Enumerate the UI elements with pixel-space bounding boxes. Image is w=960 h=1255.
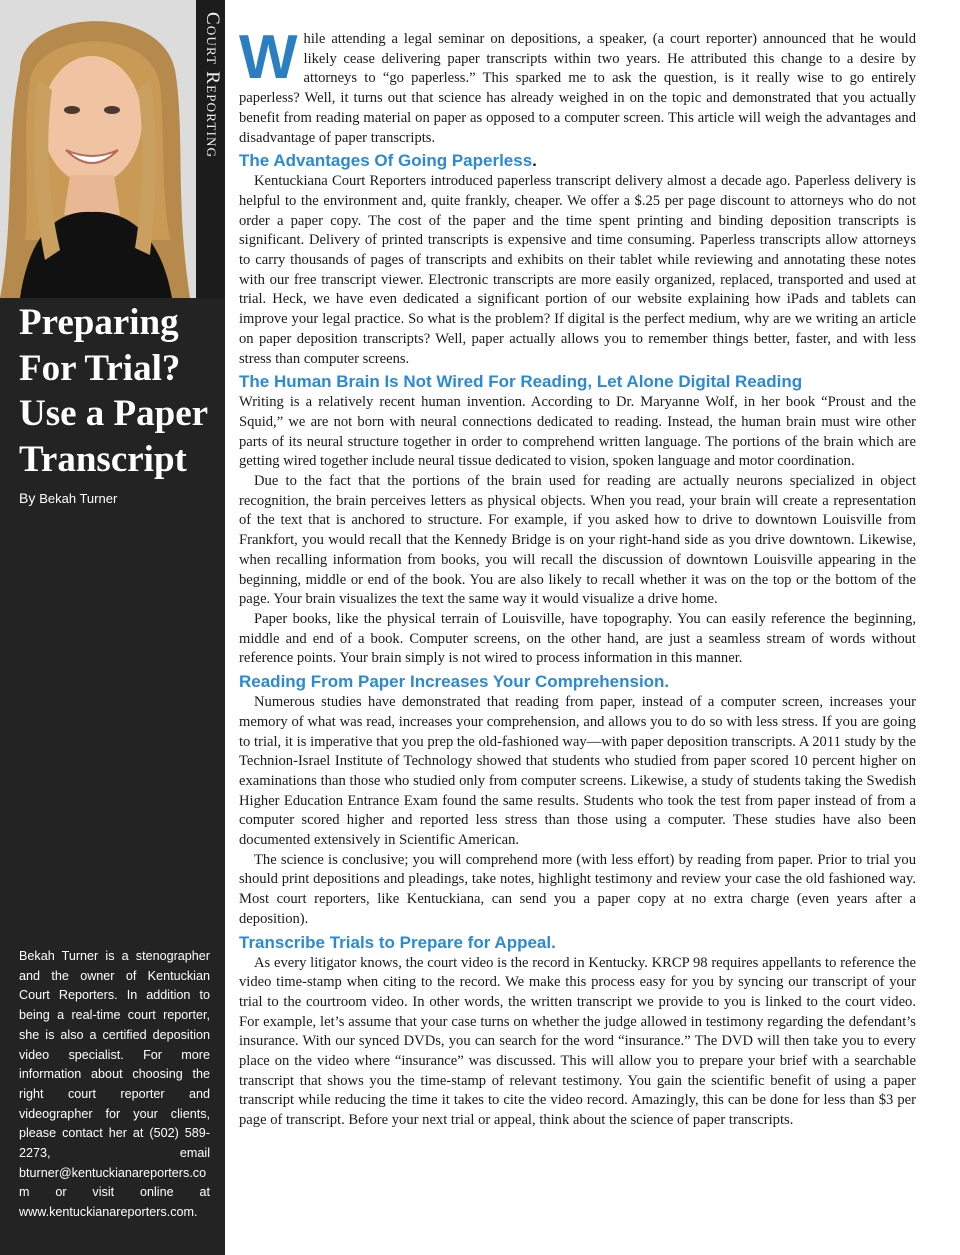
body-paragraph: Paper books, like the physical terrain of Louisville, have topography. You can easily reference the beginning, middle and end of a book. Computer screens, on the other hand, are just a seamless stream of words without reference points. Your brain simply is not wired to process information in this manner. bbox=[239, 610, 916, 667]
headline-line: Use a Paper bbox=[19, 393, 209, 434]
author-bio: Bekah Turner is a stenographer and the owner of Kentuckian Court Reporters. In addition to being a real-time court reporter, she is also a certified deposition video specialist. For more information about choosing the right court reporter and videographer for your clients, please contact her at (502) 589-2273, email bturner@kentuckianareporters.com or visit online at www.kentuckianareporters.com. bbox=[19, 949, 210, 1220]
section-heading bbox=[239, 150, 916, 172]
headline-line: Transcript bbox=[19, 438, 187, 480]
body-paragraph: Writing is a relatively recent human invention. According to Dr. Maryanne Wolf, in her book “Proust and the Squid,” we are not born with neural connections dedicated to reading. Instead, the human brain must wire other parts of its neural structure together in order to comprehend written language. The portions of the brain which are getting wired together include neural tissue dedicated to vision, spoken language and motor coordination. bbox=[239, 394, 916, 470]
body-paragraph: Kentuckiana Court Reporters introduced paperless transcript delivery almost a decade ago. Paperless delivery is helpful to the environment and, quite frankly, cheaper. We offer a $.25 per page discount to attorneys who do not order a paper copy. The cost of the paper and the time spent printing and binding deposition transcripts is significant. Delivery of printed transcripts is expensive and time consuming. Paperless transcripts allow attorneys to carry thousands of pages of transcripts and exhibits on their tablet while reviewing and annotating these notes with our free transcript viewer. Electronic transcripts are more easily organized, replaced, transported and used at trial. Heck, we have even dedicated a significant portion of our website explaining how iPads and tablets can improve your legal practice. So what is the problem? If digital is the perfect medium, why are we writing an article on paper deposition transcripts? Well, paper actually allows you to remember things better, faster, and with less stress than computer screens. bbox=[239, 173, 916, 367]
section-heading: The Human Brain Is Not Wired For Reading, Let Alone Digital Reading bbox=[239, 372, 803, 392]
byline-prefix: By bbox=[19, 490, 36, 506]
author-portrait-image bbox=[0, 0, 196, 298]
drop-cap: W bbox=[239, 23, 298, 92]
byline bbox=[19, 490, 117, 506]
section-heading-text: The Advantages Of Going Paperless bbox=[239, 151, 533, 171]
author-photo bbox=[0, 0, 196, 298]
body-paragraph: As every litigator knows, the court video is the record in Kentucky. KRCP 98 requires appellants to reference the video time-stamp when citing to the record. We make this process easy for you by syncing our transcript of your trial to the courtroom video. In other words, the written transcript we provide to you is linked to the court video. For example, let’s assume that your case turns on whether the judge allowed in testimony regarding the defendant’s insurance. With our synced DVDs, you can search for the word “insurance.” The DVD will then take you to every place on the video where “insurance” was discussed. This will allow you to prepare your brief with a searchable transcript that shows you the time-stamp of relevant testimony. You gain the scientific benefit of using a paper transcript while reducing the time it takes to cite the video record. Amazingly, this can be done for less than $3 per page of transcript. Before your next trial or appeal, think about the science of paper transcripts. bbox=[239, 954, 916, 1129]
section-heading: Transcribe Trials to Prepare for Appeal. bbox=[239, 932, 556, 952]
headline bbox=[19, 300, 219, 482]
body-paragraph: Numerous studies have demonstrated that reading from paper, instead of a computer screen, increases your memory of what was read, increases your comprehension, and allows you to do so with less stress. If you are going to trial, it is imperative that you prep the old-fashioned way—with paper deposition transcripts. A 2011 study by the Technion-Israel Institute of Technology showed that students who studied from paper scored 10 percent higher on examinations than those who studied only from computer screens. Likewise, a study of students taking the Swedish Higher Education Entrance Exam found the same results. Students who took the test from paper instead of from a computer scored higher and reported less stress than those using a computer. These studies have also been documented extensively in Scientific American. bbox=[239, 694, 916, 849]
article-body bbox=[239, 23, 916, 1131]
headline-line: For Trial? bbox=[19, 347, 181, 389]
section-heading: Reading From Paper Increases Your Comprehension. bbox=[239, 672, 670, 692]
section-heading-period: . bbox=[532, 151, 537, 171]
byline-author: Bekah Turner bbox=[39, 491, 118, 506]
headline-line: Preparing bbox=[19, 302, 179, 343]
section-label: Court Reporting bbox=[202, 12, 223, 159]
body-paragraph: The science is conclusive; you will comprehend more (with less effort) by reading from paper. Prior to trial you should print depositions and pleadings, take notes, highlight testimony and review your case the old fashioned way. Most court reporters, like Kentuckiana, can send you a paper copy at no extra charge (even years after a deposition). bbox=[239, 851, 916, 927]
body-paragraph: Due to the fact that the portions of the brain used for reading are actually neurons specialized in object recognition, the brain perceives letters as physical objects. When you read, your brain will create a representation of the text that is anchored to structure. For example, if you asked how to drive to downtown Louisville from Frankfort, you would recall that the Kennedy Bridge is on your right-hand side as you drive downtown. Likewise, when recalling information from books, you will recall the discussion of downtown Louisville appearing in the beginning, middle or end of the book. You are also likely to recall whether it was on the top or the bottom of the page. Your brain visualizes the text the same way it would visualize a drive home. bbox=[239, 473, 916, 608]
sidebar bbox=[0, 0, 225, 1255]
intro-paragraph: hile attending a legal seminar on depositions, a speaker, (a court reporter) announced that he would likely cease delivering paper transcripts within two years. He attributed this change to a desire by attorneys to “go paperless.” This sparked me to ask the question, is it really wise to go entirely paperless? Well, it turns out that science has already weighed in on the topic and demonstrated that you actually benefit from reading material on paper as opposed to a computer screen. This article will weigh the advantages and disadvantage of paper transcripts. bbox=[239, 31, 916, 146]
